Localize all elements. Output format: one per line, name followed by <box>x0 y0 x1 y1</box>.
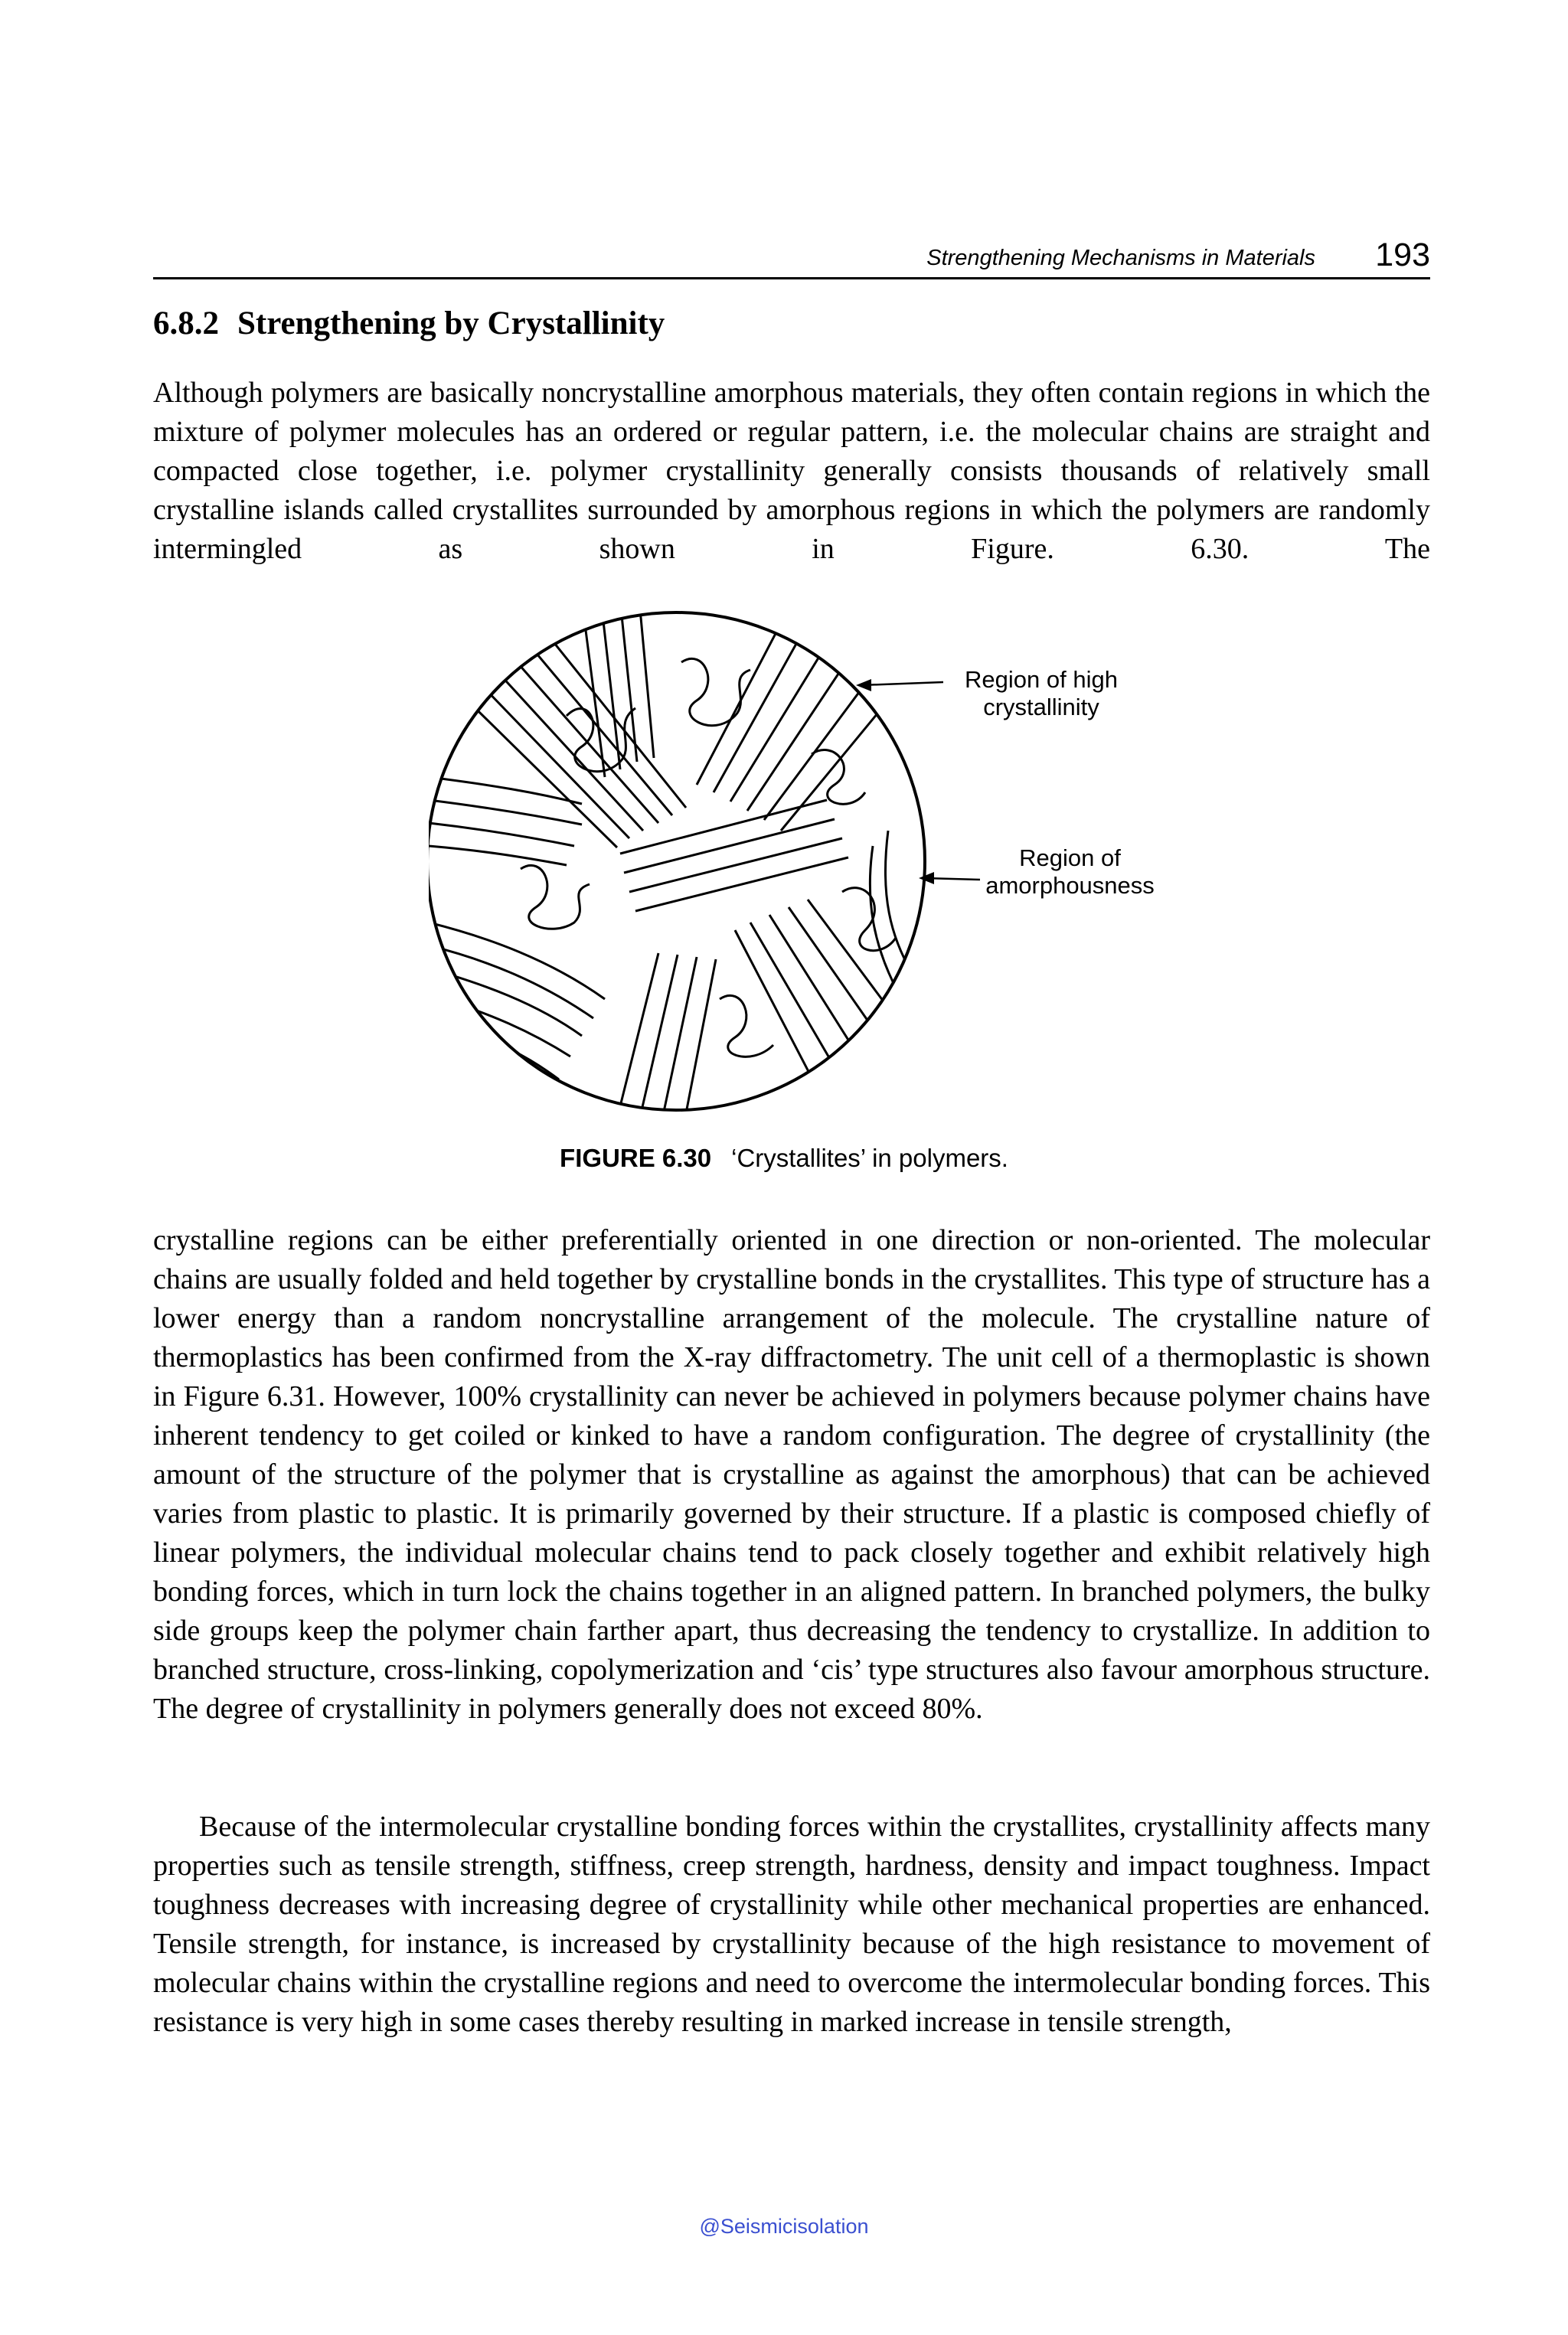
figure-caption <box>0 1144 1568 1173</box>
label-high-crystallinity: Region of high crystallinity <box>965 666 1118 720</box>
section-title: Strengthening by Crystallinity <box>237 305 665 341</box>
section-heading <box>153 305 665 342</box>
paragraph-crystalline-regions: crystalline regions can be either preferentially oriented in one direction or non-oriented. The molecular chains are usually folded and held together by crystalline bonds in the crystallites. This type of structure has a lower energy than a random noncrystalline arrangement of the molecule. The crystalline nature of thermoplastics has been confirmed from the X-ray diffractometry. The unit cell of a thermoplastic is shown in Figure 6.31. However, 100% crystallinity can never be achieved in polymers because polymer chains have inherent tendency to get coiled or kinked to have a random configuration. The degree of crystallinity (the amount of the structure of the polymer that is crystalline as against the amorphous) that can be achieved varies from plastic to plastic. It is primarily governed by their structure. If a plastic is composed chiefly of linear polymers, the individual molecular chains tend to pack closely together and exhibit relatively high bonding forces, which in turn lock the chains together in an aligned pattern. In branched polymers, the bulky side groups keep the polymer chain farther apart, thus decreasing the tendency to crystallize. In addition to branched structure, cross-linking, copolymerization and ‘cis’ type structures also favour amorphous structure. The degree of crystallinity in polymers generally does not exceed 80%. <box>153 1224 1430 1725</box>
caption-text: ‘Crystallites’ in polymers. <box>731 1144 1008 1172</box>
caption-label: FIGURE 6.30 <box>560 1144 712 1172</box>
section-number: 6.8.2 <box>153 305 219 341</box>
watermark: @Seismicisolation <box>699 2215 869 2238</box>
arrowhead-amorphous <box>919 872 934 884</box>
crystallite-boundary <box>429 612 925 1110</box>
page-number: 193 <box>1375 237 1430 273</box>
running-title: Strengthening Mechanisms in Materials <box>926 246 1315 270</box>
figure-crystallites <box>429 601 1156 1152</box>
running-header <box>153 230 1430 279</box>
leader-line-high <box>861 682 943 685</box>
arrowhead-high <box>856 679 871 691</box>
label-amorphousness: Region of amorphousness <box>985 844 1155 899</box>
paragraph-intro: Although polymers are basically noncrystalline amorphous materials, they often contain regions in which the mixture of polymer molecules has an ordered or regular pattern, i.e. the molecular chains are straight and compacted close together, i.e. polymer crystallinity generally consists thousands of relatively small crystalline islands called crystallites surrounded by amorphous regions in which the polymers are randomly intermingled as shown in Figure. 6.30. The <box>153 377 1430 565</box>
paragraph-properties: Because of the intermolecular crystalline bonding forces within the crystallites, crystallinity affects many properties such as tensile strength, stiffness, creep strength, hardness, density and impact toughness. Impact toughness decreases with increasing degree of crystallinity while other mechanical properties are enhanced. Tensile strength, for instance, is increased by crystallinity because of the high resistance to movement of molecular chains within the crystalline regions and need to overcome the intermolecular bonding forces. This resistance is very high in some cases thereby resulting in marked increase in tensile strength, <box>153 1811 1430 2038</box>
